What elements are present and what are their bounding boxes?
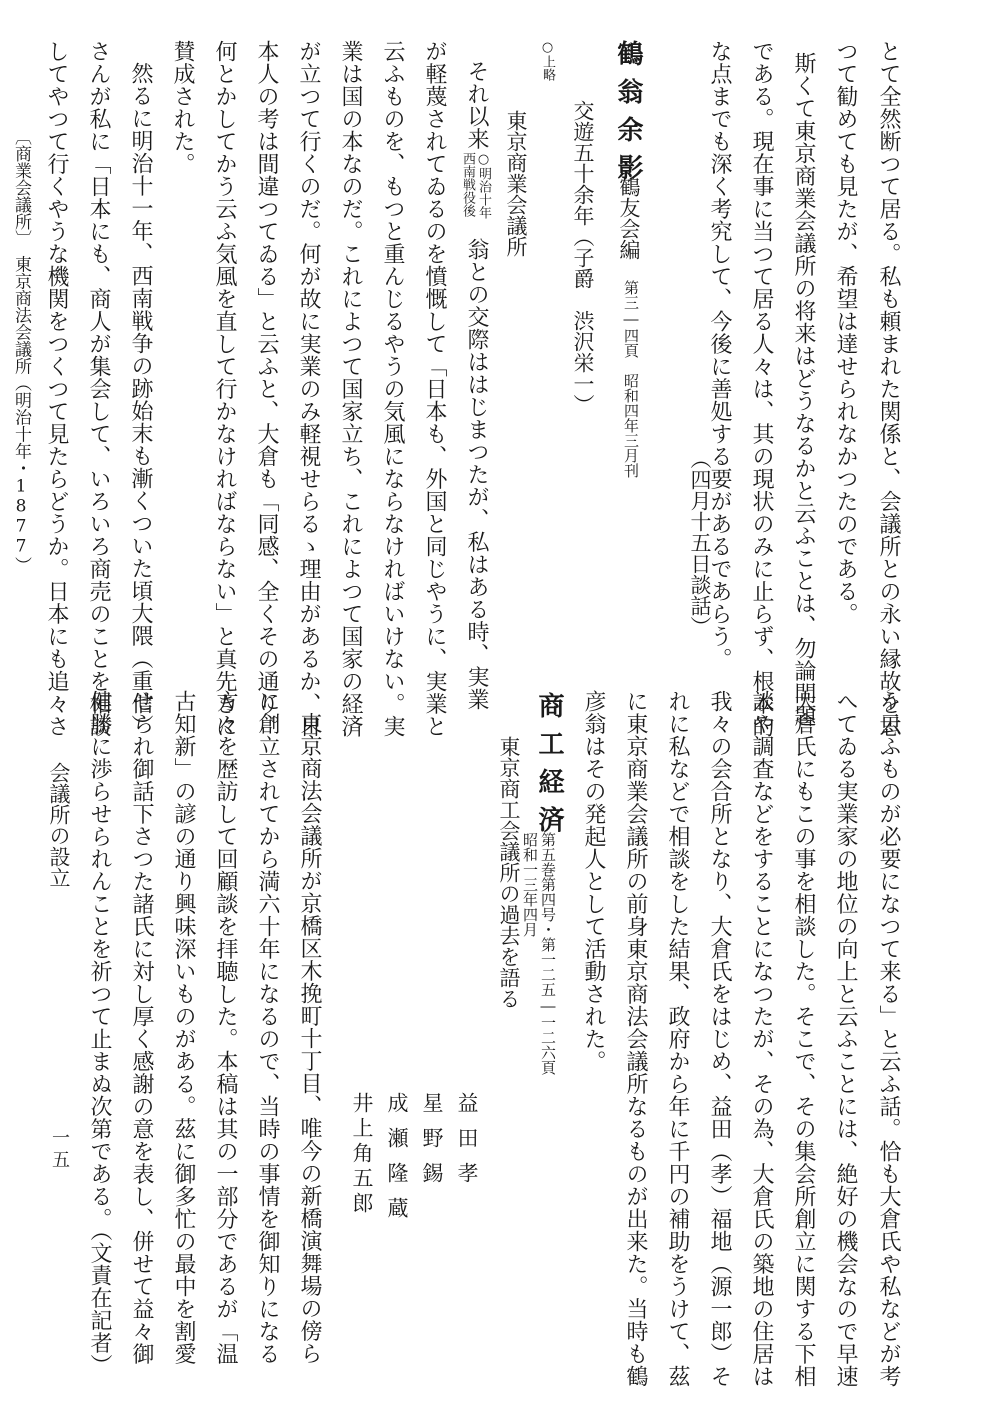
upper-text-line: が軽蔑されてゐるのを憤慨して「日本も、外国と同じやうに、実業と [422,40,447,738]
subheading: 東京商業会議所 [504,110,528,257]
author-name: 星野錫 [420,1092,444,1197]
upper-text-line: 云ふものを、もつと重んじるやうの気風にならなければいけない。実 [380,40,405,738]
inline-note: ○明治十年 [476,152,491,219]
lower-text-line: へてゐる実業家の地位の向上と云ふことには、絶好の機会なので早速 [833,690,858,1388]
subheading: 会議所の設立 [47,762,71,888]
upper-text-line: 何とかしてかう云ふ気風を直して行かなければならない」と真先きに [212,40,237,738]
lower-text-line: せられ御話下さつた諸氏に対し厚く感謝の意を表し、併せて益々御 [129,690,154,1365]
lower-text-line: 健勝に渉らせられんことを祈つて止まぬ次第である。（文責在記者） [87,690,112,1377]
upper-text-line: とて全然断つて居る。私も頼まれた関係と、会議所との永い縁故を思 [876,40,901,738]
section-title: 交遊五十余年（子爵 渋沢栄一） [571,100,595,415]
article-title: 東京商工会議所の過去を語る [497,736,521,1009]
lower-text-line: 方々を歴訪して回顧談を拝聴した。本稿は其の一部分であるが「温 [213,690,238,1365]
source-pages: 第三―四頁 昭和四年三月刊 [622,280,640,478]
source-editor: 鶴友会編 [617,176,641,260]
omission-mark: ○上略 [540,40,555,81]
upper-text-line: な点までも深く考究して、今後に善処する要があるであらう。 [707,40,732,670]
date-note: （四月十五日談話） [688,448,712,637]
upper-text-line: である。現在事に当つて居る人々は、其の現状のみに止らず、根本的 [749,40,774,738]
source-title: 商工経済 [534,692,564,844]
inline-note: 西南戦役後 [460,152,475,217]
upper-text-line: してやつて行くやうな機関をつくつて見たらどうか。日本にも追々さ [44,40,69,738]
upper-text-line: 斯くて東京商業会議所の将来はどうなるかと云ふことは、勿論問題 [791,52,816,727]
upper-text-line: それ以来 [464,60,489,150]
lower-text-line: 彦翁はその発起人として活動された。 [581,690,606,1073]
lower-text-line: 大倉氏にもこの事を相談した。そこで、その集会所創立に関する下相 [791,690,816,1388]
lower-text-line: う云ふものが必要になつて来る」と云ふ話。恰も大倉氏や私などが考 [876,690,901,1388]
upper-text-line: 翁との交際ははじまつたが、私はある時、実業 [464,238,489,711]
lower-text-line: 我々の会合所となり、大倉氏をはじめ、益田（孝）福地（源一郎）そ [707,690,732,1388]
lower-text-line: れに私などで相談をした結果、政府から年に千円の補助をうけて、茲 [665,690,690,1388]
author-name: 益田孝 [455,1092,479,1197]
upper-text-line: さんが私に「日本にも、商人が集会して、いろいろ商売のことを相談 [86,40,111,738]
source-date: 昭和一三年四月 [521,832,539,937]
upper-text-line: 賛成された。 [170,40,195,175]
lower-text-line: に創立されてから満六十年になるので、当時の事情を御知りになる [255,690,280,1365]
lower-text-line: 古知新」の諺の通り興味深いものがある。茲に御多忙の最中を割愛 [171,690,196,1365]
author-name: 成瀬隆蔵 [385,1092,409,1232]
upper-text-line: つて勧めても見たが、希望は達せられなかつたのである。 [833,40,858,625]
lower-text-line: 東京商法会議所が京橋区木挽町十丁目、唯今の新橋演舞場の傍ら [297,712,322,1365]
lower-text-line: 談や調査などをすることになつたが、その為、大倉氏の築地の住居は [749,690,774,1388]
lower-text-line: に東京商業会議所の前身東京商法会議所なるものが出来た。当時も鶴 [623,690,648,1388]
upper-text-line: 然るに明治十一年、西南戦争の跡始末も漸くついた頃大隈（重信） [128,62,153,737]
source-title: 鶴翁余影 [613,40,643,192]
source-pages: 第五巻第四号・第一二五―一二六頁 [539,832,557,1075]
upper-text-line: 業は国の本なのだ。これによつて国家立ち、これによつて国家の経済 [338,40,363,738]
page-number: 一五 [49,1128,70,1172]
upper-text-line: が立つて行くのだ。何が故に実業のみ軽視せらるゝ理由があるか、日 [296,40,321,738]
author-name: 井上角五郎 [350,1092,374,1217]
upper-text-line: 本人の考は間違つてゐる」と云ふと、大倉も「同感、全くその通り。 [254,40,279,738]
running-head: 〔商業会議所〕 東京商法会議所（明治十年・1877） [11,128,31,574]
